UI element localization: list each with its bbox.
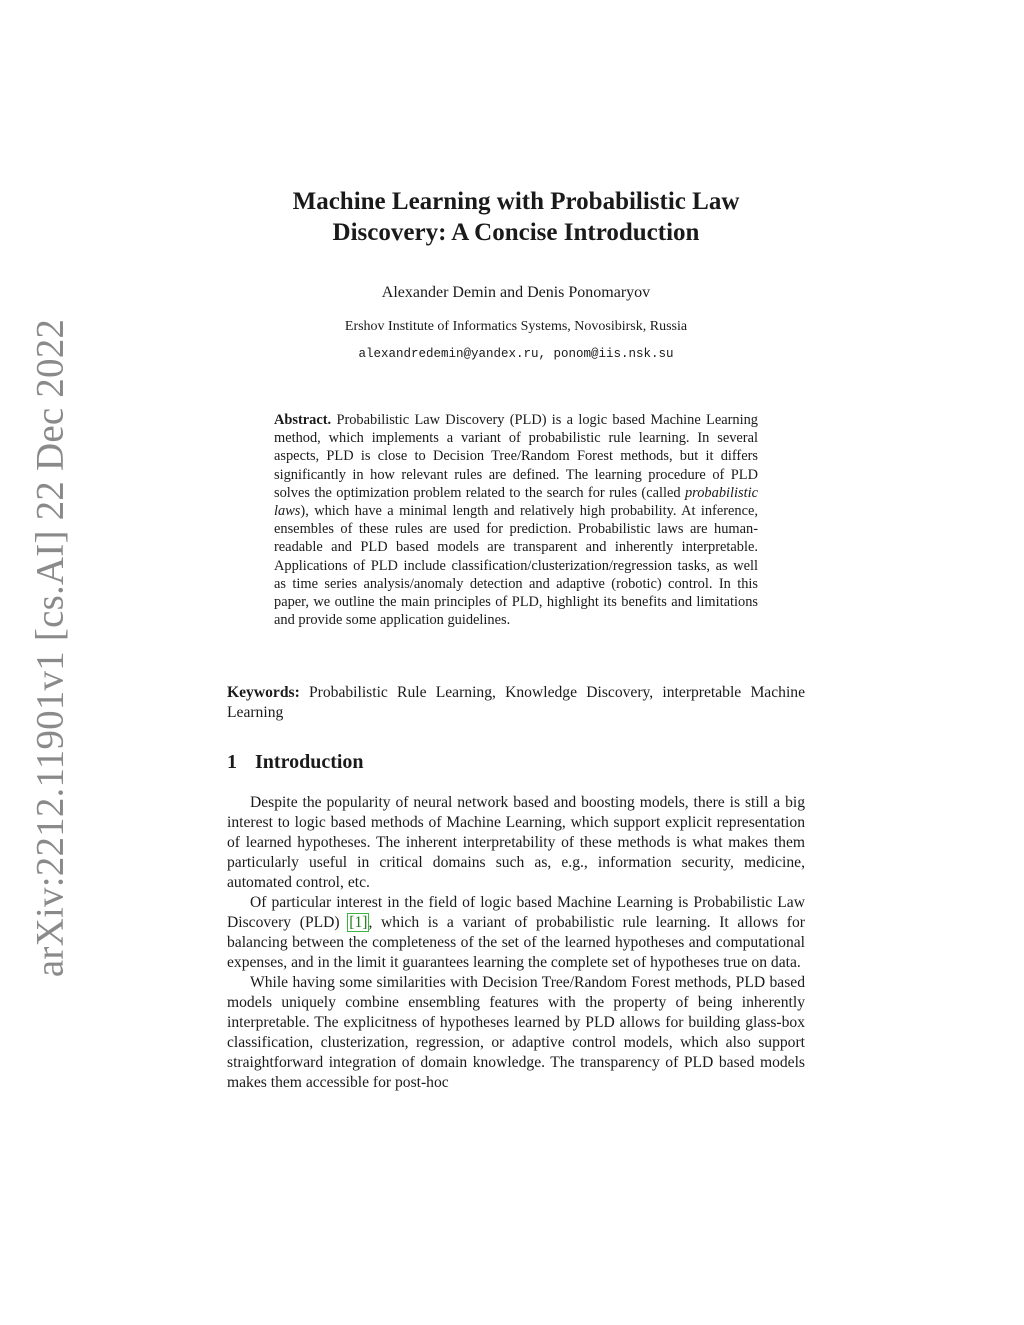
abstract-emphasis: probabilistic laws xyxy=(274,484,758,520)
section-title: Introduction xyxy=(255,751,364,773)
abstract-text-part-2: ), which have a minimal length and relatively high probability. At inference, ensembles of these rules are used for prediction. Probabilistic laws are human-readable and PLD based models are transparent and inherently interpretable. Applications of PLD include classification/clusterization/regression tasks, as well as time series analysis/anomaly detection and adaptive (robotic) control. In this paper, we outline the main principles of PLD, highlight its benefits and limitations and provide some application guidelines. xyxy=(274,503,758,629)
author-emails: alexandredemin@yandex.ru, ponom@iis.nsk.su xyxy=(358,347,674,361)
section-number: 1 xyxy=(227,751,237,773)
section-heading-introduction xyxy=(227,751,364,774)
paragraph-3: While having some similarities with Decision Tree/Random Forest methods, PLD based models uniquely combine ensembling features with the property of being inherently interpretable. The explicitness of hypotheses learned by PLD allows for building glass-box classification, clusterization, regression, or adaptive control models, which also support straightforward integration of domain knowledge. The transparency of PLD based models makes them accessible for post-hoc xyxy=(227,974,805,1091)
paragraph-2-text-part-2: , which is a variant of probabilistic rule learning. It allows for balancing between the completeness of the set of the learned hypotheses and computational expenses, and in the limit it guarantees learning the complete set of hypotheses true on data. xyxy=(227,914,805,971)
authors: Alexander Demin and Denis Ponomaryov xyxy=(381,284,651,301)
abstract-text-part-1: Probabilistic Law Discovery (PLD) is a logic based Machine Learning method, which implements a variant of probabilistic rule learning. In several aspects, PLD is close to Decision Tree/Random Forest methods, but it differs significantly in how relevant rules are defined. The learning procedure of PLD solves the optimization problem related to the search for rules (called xyxy=(274,412,758,501)
paragraph-2 xyxy=(227,893,805,973)
paper-title xyxy=(228,186,804,248)
paper-title-line-2: Discovery: A Concise Introduction xyxy=(332,219,700,246)
abstract xyxy=(274,411,758,629)
arxiv-identifier-stamp: arXiv:2212.11901v1 [cs.AI] 22 Dec 2022 xyxy=(28,318,72,978)
keywords-label: Keywords: xyxy=(227,684,300,701)
affiliation: Ershov Institute of Informatics Systems, Novosibirsk, Russia xyxy=(344,319,688,334)
citation-link[interactable]: [1] xyxy=(349,914,368,931)
introduction-body xyxy=(227,793,805,1093)
keywords-text: Probabilistic Rule Learning, Knowledge Discovery, interpretable Machine Learning xyxy=(227,684,806,721)
abstract-label: Abstract. xyxy=(274,412,332,428)
paper-title-line-1: Machine Learning with Probabilistic Law xyxy=(292,188,740,215)
keywords xyxy=(227,683,805,723)
paragraph-2-text-part-1: Of particular interest in the field of logic based Machine Learning is Probabilistic Law Discovery (PLD) xyxy=(227,894,805,931)
paragraph-1: Despite the popularity of neural network based and boosting models, there is still a big interest to logic based methods of Machine Learning, which support explicit representation of learned hypotheses. The inherent interpretability of these methods is what makes them particularly useful in critical domains such as, e.g., information security, medicine, automated control, etc. xyxy=(227,794,805,891)
